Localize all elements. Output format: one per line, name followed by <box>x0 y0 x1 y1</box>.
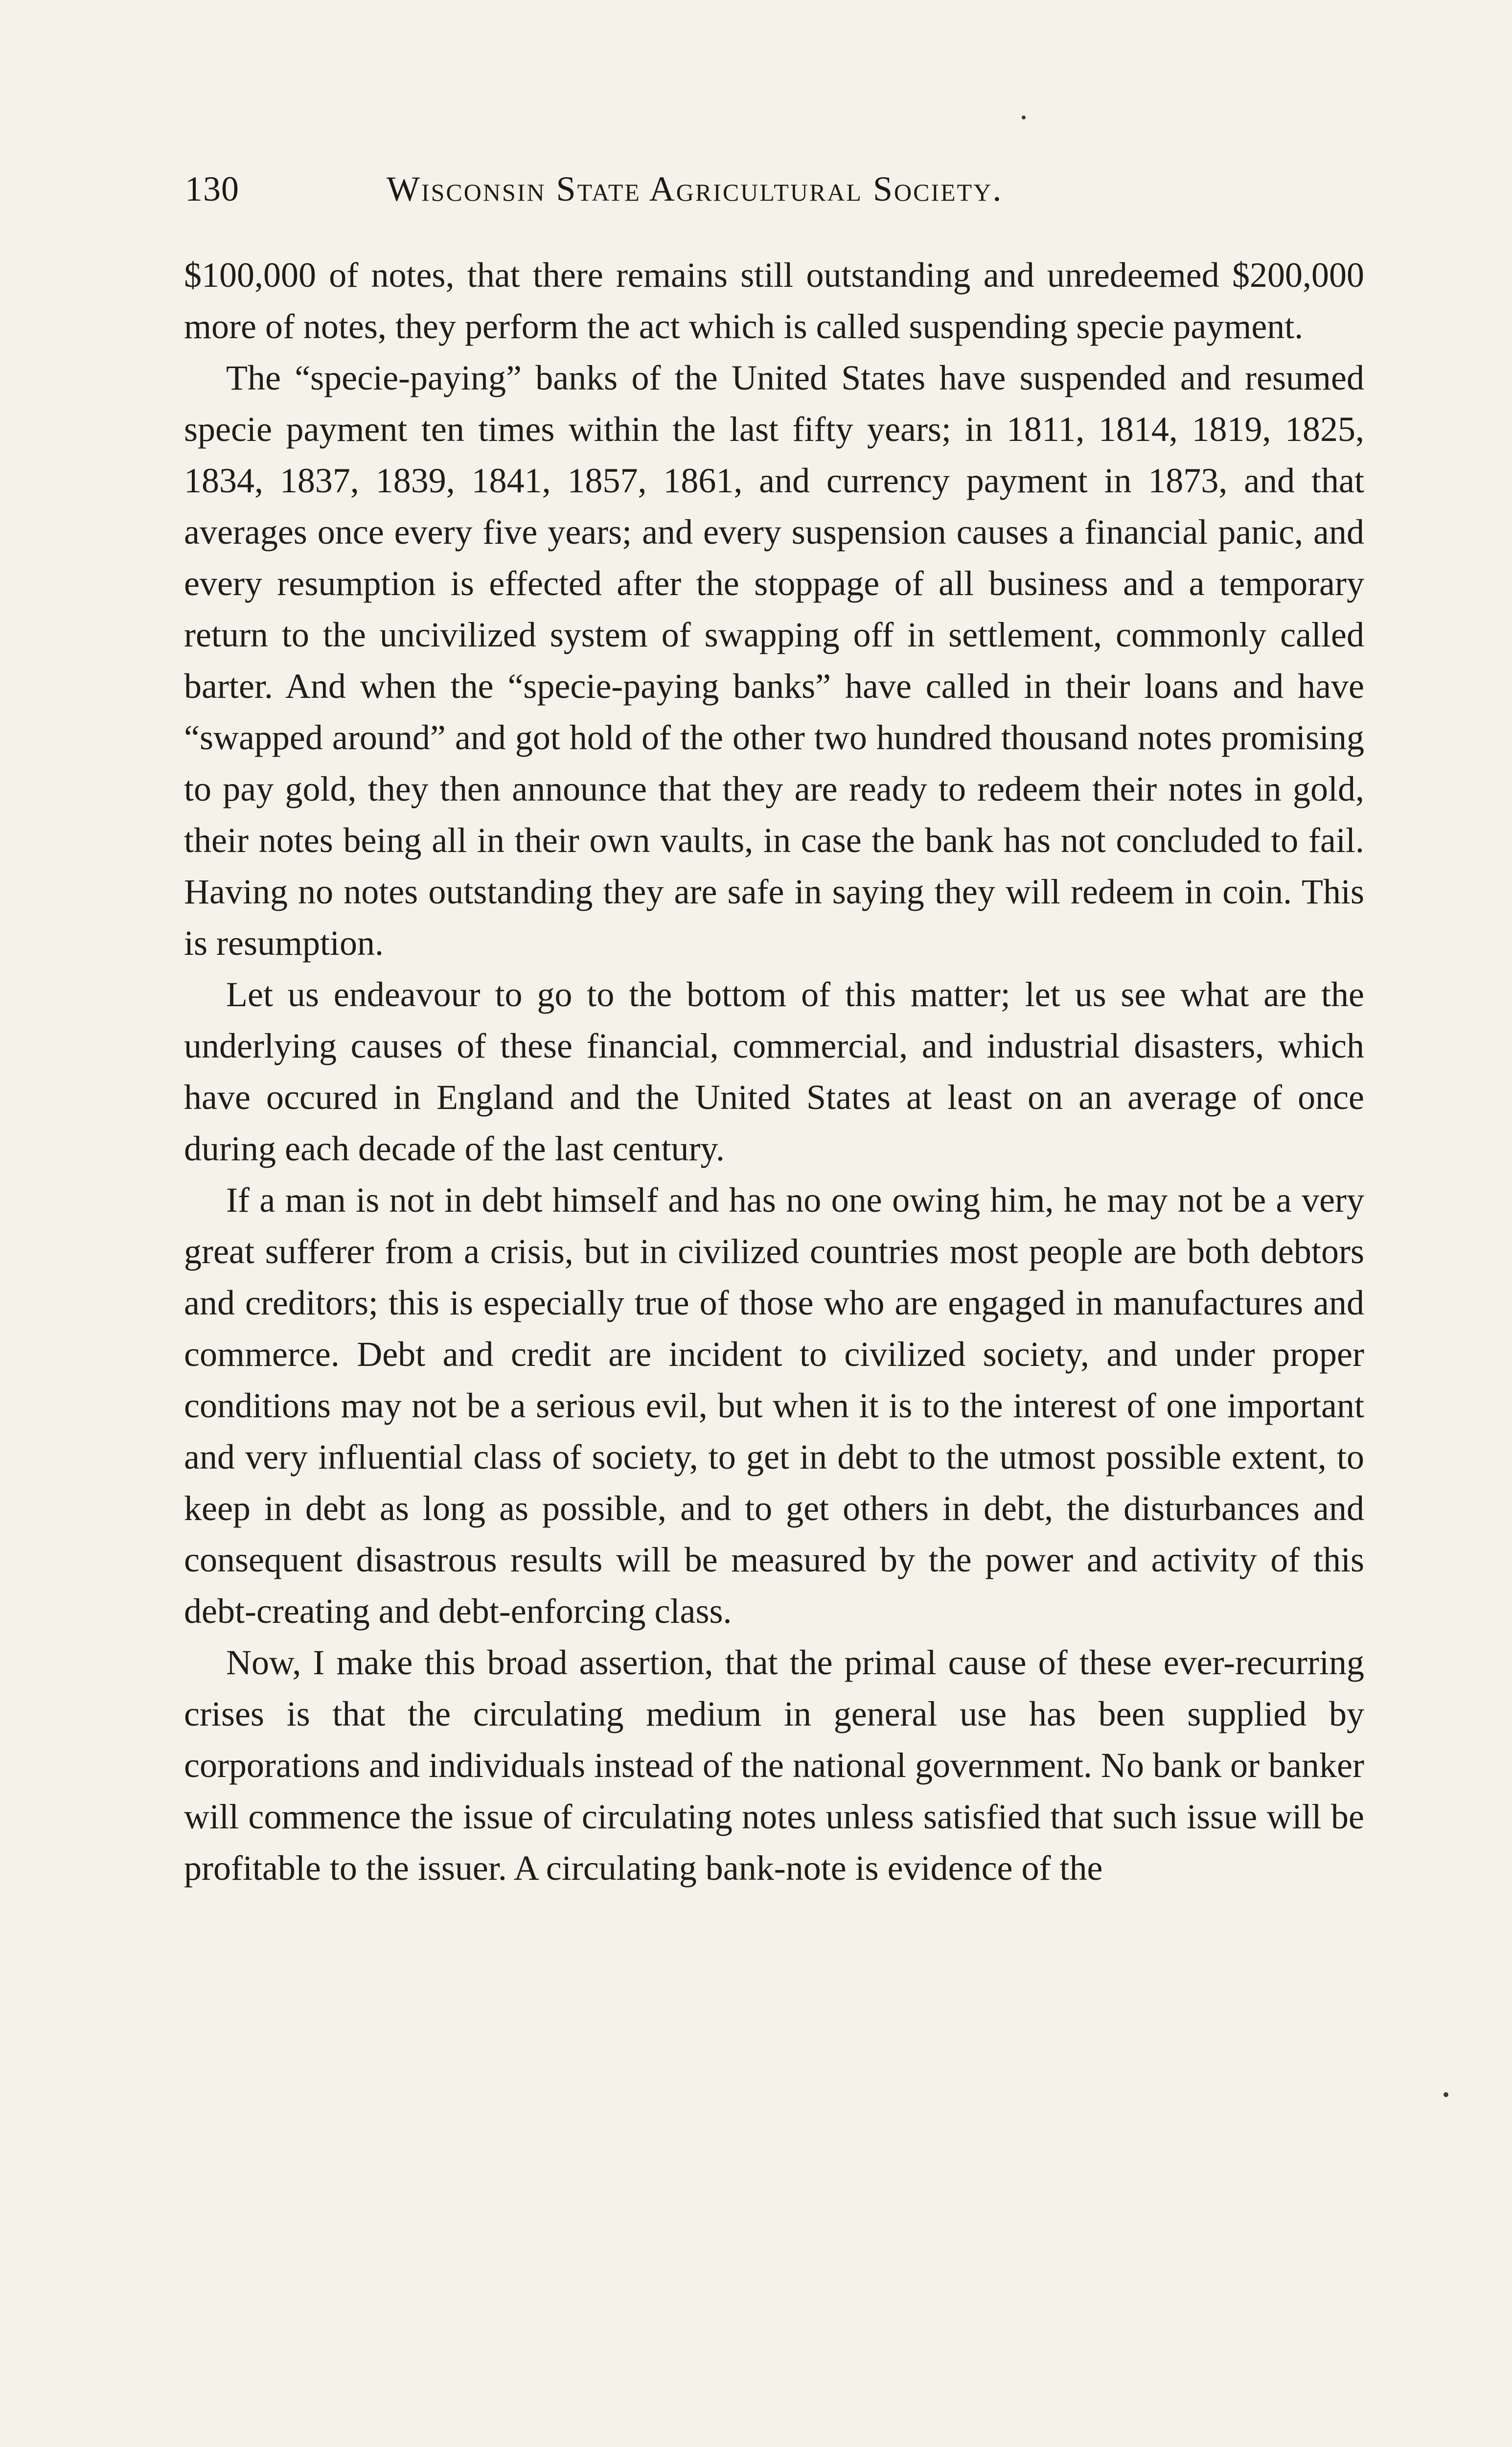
running-title: Wisconsin State Agricultural Society. <box>387 169 1003 208</box>
paper-speck <box>1443 2092 1448 2097</box>
page-number: 130 <box>185 169 239 208</box>
paragraph-debt-and-credit: If a man is not in debt himself and has no one owing him, he may not be a very great sufferer from a crisis, but in civilized countries most people are both debtors and creditors; this is especially true of those who are engaged in manufactures and commerce. Debt and credit are incident to civilized society, and under proper conditions may not be a serious evil, but when it is to the interest of one important and very influential class of society, to get in debt to the utmost possible extent, to keep in debt as long as possible, and to get others in debt, the disturbances and consequent disastrous results will be measured by the power and activity of this debt-creating and debt-enforcing class. <box>184 1180 1364 1631</box>
page-header <box>185 169 1365 223</box>
paper-speck <box>1022 115 1026 119</box>
paragraph-broad-assertion: Now, I make this broad assertion, that the primal cause of these ever-recurring crises is that the circulating medium in general use has been supplied by corporations and individuals instead of the national government. No bank or banker will commence the issue of circulating notes unless satisfied that such issue will be profitable to the issuer. A circulating bank-note is evidence of the <box>184 1643 1364 1888</box>
paragraph-underlying-causes: Let us endeavour to go to the bottom of this matter; let us see what are the underlying causes of these financial, commercial, and industrial disasters, which have occured in England and the United States at least on an average of once during each decade of the last century. <box>184 975 1364 1168</box>
paragraph-specie-suspensions: The “specie-paying” banks of the United States have suspended and resumed specie payment ten times within the last fifty years; in 1811, 1814, 1819, 1825, 1834, 1837, 1839, 1841, 1857, 1861, and currency payment in 1873, and that averages once every five years; and every suspension causes a financial panic, and every resumption is effected after the stoppage of all business and a temporary return to the uncivilized system of swapping off in settlement, commonly called barter. And when the “specie-paying banks” have called in their loans and have “swapped around” and got hold of the other two hundred thousand notes promising to pay gold, they then announce that they are ready to redeem their notes in gold, their notes being all in their own vaults, in case the bank has not concluded to fail. Having no notes outstanding they are safe in saying they will redeem in coin. This is resumption. <box>184 358 1364 963</box>
body-text <box>184 250 1364 1894</box>
paragraph-continued: $100,000 of notes, that there remains still outstanding and unredeemed $200,000 more of notes, they perform the act which is called suspending specie payment. <box>184 255 1364 346</box>
